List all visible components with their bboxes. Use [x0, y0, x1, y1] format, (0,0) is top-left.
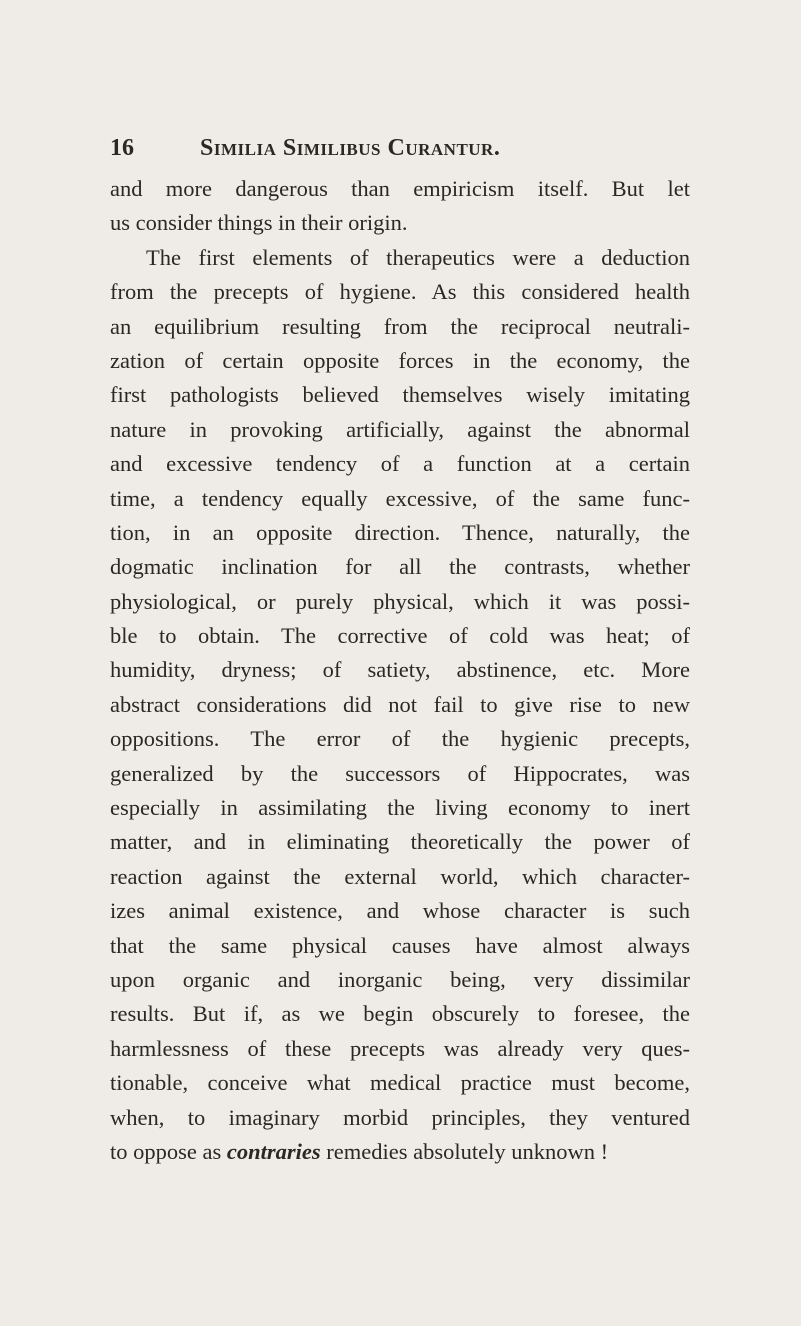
text-line: izes animal existence, and whose character is such: [110, 898, 690, 924]
text-line: especially in assimilating the living economy to inert: [110, 795, 690, 821]
text-line: reaction against the external world, which character-: [110, 863, 690, 889]
text-line: first pathologists believed themselves wisely imitating: [110, 382, 690, 408]
text-line-final: [110, 1135, 690, 1169]
text-line: tion, in an opposite direction. Thence, naturally, the: [110, 519, 690, 545]
text-line: humidity, dryness; of satiety, abstinence, etc. More: [110, 657, 690, 683]
text-line: time, a tendency equally excessive, of the same func-: [110, 485, 690, 511]
text-line: zation of certain opposite forces in the economy, the: [110, 347, 690, 373]
text-segment: to oppose as: [110, 1138, 227, 1164]
text-line: ble to obtain. The corrective of cold was heat; of: [110, 623, 690, 649]
text-line: The first elements of therapeutics were a deduction: [146, 244, 690, 270]
text-line: results. But if, as we begin obscurely to foresee, the: [110, 1001, 690, 1027]
emphasized-word: contraries: [226, 1138, 321, 1164]
text-line: and more dangerous than empiricism itself. But let: [110, 176, 690, 201]
text-line: an equilibrium resulting from the reciprocal neutrali-: [110, 313, 690, 339]
text-line: dogmatic inclination for all the contrasts, whether: [110, 554, 690, 580]
text-line: and excessive tendency of a function at a certain: [110, 451, 690, 477]
text-line: from the precepts of hygiene. As this considered health: [110, 279, 690, 305]
page-number: 16: [110, 135, 134, 161]
text-line: that the same physical causes have almost always: [110, 932, 690, 958]
body-text: [110, 172, 690, 1169]
text-line: abstract considerations did not fail to give rise to new: [110, 691, 690, 717]
text-line: generalized by the successors of Hippocrates, was: [110, 760, 690, 786]
text-line: when, to imaginary morbid principles, they ventured: [110, 1104, 690, 1130]
text-line: oppositions. The error of the hygienic precepts,: [110, 726, 690, 752]
text-line: nature in provoking artificially, against the abnormal: [110, 416, 690, 442]
text-line: tionable, conceive what medical practice must become,: [110, 1070, 690, 1096]
text-line: physiological, or purely physical, which it was possi-: [110, 588, 690, 614]
running-title: Similia Similibus Curantur.: [200, 135, 501, 161]
text-line: harmlessness of these precepts was already very ques-: [110, 1035, 690, 1061]
text-line: us consider things in their origin.: [110, 210, 408, 236]
text-line: upon organic and inorganic being, very dissimilar: [110, 966, 690, 992]
text-line: matter, and in eliminating theoretically the power of: [110, 829, 690, 855]
running-head: [110, 131, 690, 165]
text-segment: remedies absolutely unknown !: [320, 1138, 609, 1164]
